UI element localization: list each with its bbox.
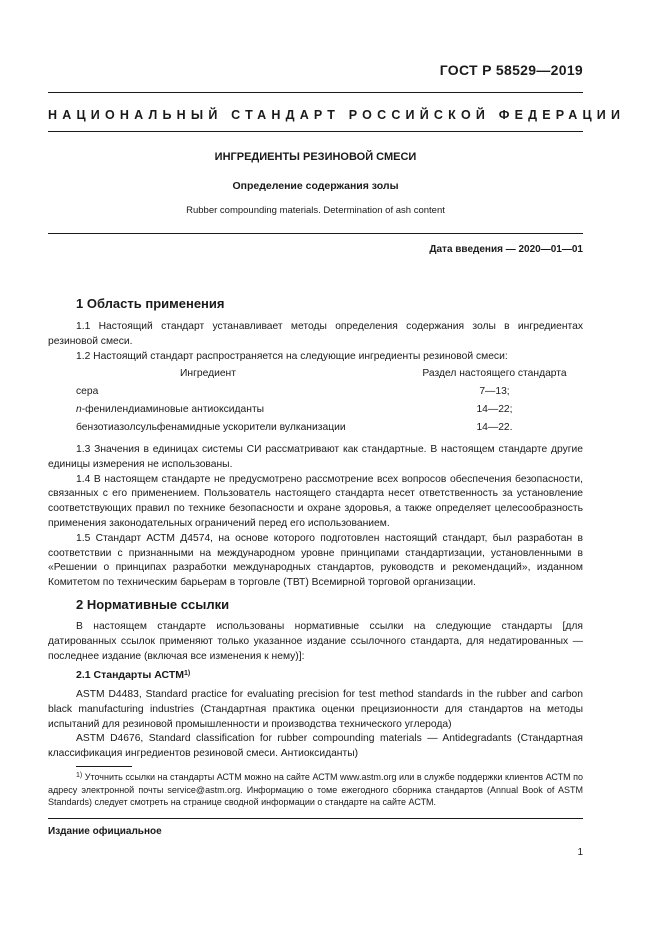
ingredients-table [76, 364, 583, 436]
table-cell-ingredient: бензотиазолсульфенамидные ускорители вулканизации [76, 421, 346, 433]
footnote-number: 1) [76, 772, 83, 779]
table-row [76, 382, 583, 400]
table-row [76, 418, 583, 436]
footnote [48, 771, 583, 809]
table-header-section: Раздел настоящего стандарта [422, 367, 567, 379]
footnote-mark: 1) [184, 670, 191, 677]
paragraph-1-1: 1.1 Настоящий стандарт устанавливает методы определения содержания золы в ингредиентах резиновой смеси. [48, 321, 583, 347]
paragraph-1-4: 1.4 В настоящем стандарте не предусмотрено рассмотрение всех вопросов обеспечения безопасности, связанных с его применением. Пользователь настоящего стандарта несет ответственность за установление соответствующих правил по технике безопасности и охране здоровья, а также определяет целесообразность применения законодательных ограничений перед его использованием. [48, 473, 583, 529]
top-rule [48, 92, 583, 93]
paragraph-1-5: 1.5 Стандарт АСТМ Д4574, на основе которого подготовлен настоящий стандарт, был разработан в соответствии с признанными на международном уровне принципами стандартизации, установленными в «Решении о принципах разработки международных стандартов, руководств и рекомендаций», изданном Комитетом по техническим барьерам в торговле (ТВТ) Всемирной торговой организации. [48, 532, 583, 589]
footnote-text: Уточнить ссылки на стандарты АСТМ можно на сайте АСТМ www.astm.org или в службе поддержки клиентов АСТМ по адресу электронной почты service@astm.org. Информацию о томе ежегодного сборника стандартов (Annual Book of ASTM Standards) следует смотреть на странице сводной информации о стандарте на сайте АСТМ. [48, 772, 583, 808]
footnote-rule [76, 766, 132, 767]
section-1-heading: 1 Область применения [76, 296, 225, 311]
official-edition-label: Издание официальное [48, 826, 162, 837]
footer-rule [48, 818, 583, 819]
table-header-ingredient: Ингредиент [180, 367, 236, 379]
reference-astm-d4676: ASTM D4676, Standard classification for rubber compounding materials — Antidegradants (Стандартная классификация ингредиентов резиновой смеси. Антиоксиданты) [48, 733, 583, 760]
table-cell-section: 7—13; [479, 385, 510, 397]
section-1-paragraphs-b [48, 443, 583, 591]
paragraph-2-intro: В настоящем стандарте использованы нормативные ссылки на следующие стандарты [для датированных ссылок применяют только указанное издание ссылочного стандарта, для недатированных — последнее издание (включая все изменения к нему)]: [48, 621, 583, 662]
document-number: ГОСТ Р 58529—2019 [439, 62, 583, 78]
table-row [76, 400, 583, 418]
reference-astm-d4483: ASTM D4483, Standard practice for evaluating precision for test method standards in the rubber and carbon black manufacturing industries (Стандартная практика оценки прецизионности для стандартов на методы испытаний для резиновой промышленности и производства технического углерода) [48, 689, 583, 730]
table-cell-ingredient: n-фенилендиаминовые антиоксиданты [76, 403, 265, 415]
section-2-intro [48, 620, 583, 664]
page-number: 1 [577, 847, 583, 858]
table-header-row [76, 364, 583, 382]
document-subtitle: Определение содержания золы [232, 180, 399, 192]
national-standard-banner: НАЦИОНАЛЬНЫЙ СТАНДАРТ РОССИЙСКОЙ ФЕДЕРАЦИИ [48, 108, 626, 122]
astm-references [48, 688, 583, 762]
paragraph-1-3: 1.3 Значения в единицах системы СИ рассматривают как стандартные. В настоящем стандарте другие единицы измерения не использованы. [48, 444, 583, 470]
section-2-1-heading: 2.1 Стандарты АСТМ$^{1)}$ [76, 669, 191, 681]
table-cell-ingredient: сера [76, 385, 99, 397]
table-cell-section: 14—22. [476, 421, 513, 433]
document-title: ИНГРЕДИЕНТЫ РЕЗИНОВОЙ СМЕСИ [214, 151, 417, 163]
paragraph-1-2: 1.2 Настоящий стандарт распространяется на следующие ингредиенты резиновой смеси: [76, 350, 508, 362]
section-1-paragraphs-a [48, 320, 583, 364]
introduction-date: Дата введения — 2020—01—01 [429, 244, 583, 255]
section-2-heading: 2 Нормативные ссылки [76, 597, 230, 612]
table-cell-section: 14—22; [476, 403, 513, 415]
document-title-english: Rubber compounding materials. Determination of ash content [186, 205, 445, 216]
title-rule [48, 233, 583, 234]
banner-rule [48, 131, 583, 132]
